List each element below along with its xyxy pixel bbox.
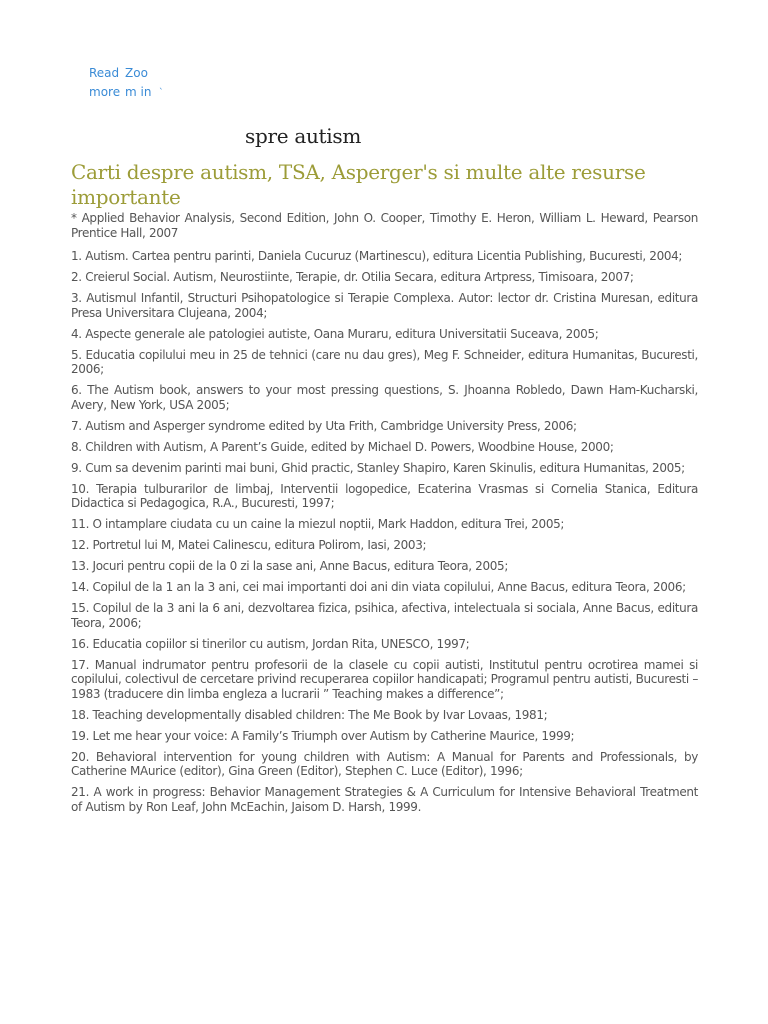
reference-item: 8. Children with Autism, A Parent’s Guide, edited by Michael D. Powers, Woodbine House, 2000; [71,439,614,454]
tick-mark-icon: ˋ [159,88,164,98]
reference-item: 15. Copilul de la 3 ani la 6 ani, dezvoltarea fizica, psihica, afectiva, intelectuala si sociala, Anne Bacus, editura Teora, 2006; [71,601,698,630]
reference-item: 17. Manual indrumator pentru profesorii de la clasele cu copii autisti, Institutul pentru ocrotirea mamei si copilului, colectivul de cercetare privind recuperarea copiilor handicapati; Programul pentru autisti, Bucuresti – 1983 (traducere din limba engleza a lucrarii ” Teaching makes a difference”; [71,657,698,701]
reference-item: 10. Terapia tulburarilor de limbaj, Interventii logopedice, Ecaterina Vrasmas si Cornelia Stanica, Editura Didactica si Pedagogica, R.A., Bucuresti, 1997; [71,481,698,510]
zoom-in-link[interactable]: Zoo [125,66,148,80]
page-subtitle: spre autism [245,124,361,148]
page-title: Carti despre autism, TSA, Asperger's si multe alte resurse importante [71,160,646,209]
reference-item: 21. A work in progress: Behavior Management Strategies & A Curriculum for Intensive Behavioral Treatment of Autism by Ron Leaf, John McEachin, Jaisom D. Harsh, 1999. [71,785,698,814]
reference-item: 19. Let me hear your voice: A Family’s Triumph over Autism by Catherine Maurice, 1999; [71,728,575,743]
reference-item: 9. Cum sa devenim parinti mai buni, Ghid practic, Stanley Shapiro, Karen Skinulis, editura Humanitas, 2005; [71,460,685,475]
read-more-link-line2[interactable]: more [89,85,121,99]
document-body [71,211,698,821]
reference-list [71,249,698,814]
intro-paragraph: * Applied Behavior Analysis, Second Edition, John O. Cooper, Timothy E. Heron, William L. Heward, Pearson Prentice Hall, 2007 [71,211,698,240]
reference-item: 20. Behavioral intervention for young children with Autism: A Manual for Parents and Professionals, by Catherine MAurice (editor), Gina Green (Editor), Stephen C. Luce (Editor), 1996; [71,749,698,778]
reference-item: 6. The Autism book, answers to your most pressing questions, S. Jhoanna Robledo, Dawn Ham-Kucharski, Avery, New York, USA 2005; [71,383,698,412]
reference-item: 3. Autismul Infantil, Structuri Psihopatologice si Terapie Complexa. Autor: lector dr. Cristina Muresan, editura Presa Universitara Clujeana, 2004; [71,291,698,320]
reference-item: 7. Autism and Asperger syndrome edited by Uta Frith, Cambridge University Press, 2006; [71,418,577,433]
reference-item: 5. Educatia copilului meu in 25 de tehnici (care nu dau gres), Meg F. Schneider, editura Humanitas, Bucuresti, 2006; [71,347,698,376]
reference-item: 16. Educatia copiilor si tinerilor cu autism, Jordan Rita, UNESCO, 1997; [71,636,470,651]
read-more-link[interactable]: Read [89,66,120,80]
reference-item: 4. Aspecte generale ale patologiei autiste, Oana Muraru, editura Universitatii Suceava, 2005; [71,326,599,341]
reference-item: 13. Jocuri pentru copii de la 0 zi la sase ani, Anne Bacus, editura Teora, 2005; [71,559,509,573]
reference-item: 12. Portretul lui M, Matei Calinescu, editura Polirom, Iasi, 2003; [71,538,427,552]
reference-item: 11. O intamplare ciudata cu un caine la miezul noptii, Mark Haddon, editura Trei, 2005; [71,517,565,531]
top-nav [89,66,169,102]
reference-item: 18. Teaching developmentally disabled children: The Me Book by Ivar Lovaas, 1981; [71,707,548,722]
reference-item: 14. Copilul de la 1 an la 3 ani, cei mai importanti doi ani din viata copilului, Anne Bacus, editura Teora, 2006; [71,580,686,594]
zoom-in-link-line2[interactable]: m in [125,85,152,99]
reference-item: 1. Autism. Cartea pentru parinti, Daniela Cucuruz (Martinescu), editura Licentia Publishing, Bucuresti, 2004; [71,249,683,263]
reference-item: 2. Creierul Social. Autism, Neurostiinte, Terapie, dr. Otilia Secara, editura Artpress, Timisoara, 2007; [71,270,634,284]
